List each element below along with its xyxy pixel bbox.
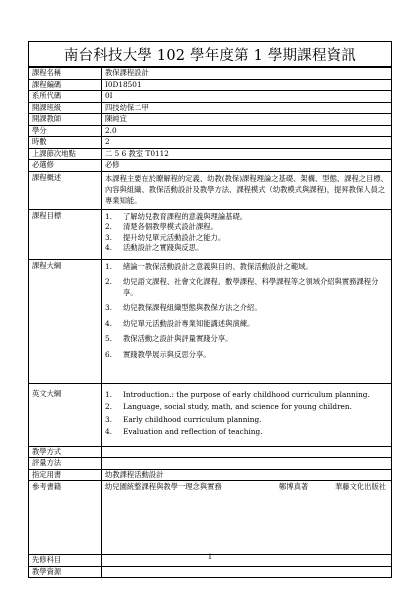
reference-title: 幼兒園統整課程與教學一理念與實務 xyxy=(105,482,222,491)
objectives-list xyxy=(105,212,388,254)
english-outline-label: 英文大綱 xyxy=(29,383,102,446)
dept-code-label: 系所代碼 xyxy=(29,91,102,103)
page-number: 1 xyxy=(207,553,213,561)
credits-label: 學分 xyxy=(29,125,102,137)
list-item xyxy=(105,303,388,314)
item-text: Early childhood curriculum planning. xyxy=(123,414,262,424)
hours-label: 時數 xyxy=(29,137,102,149)
item-text: 緒論一教保活動設計之意義與目的、教保活動設計之範域。 xyxy=(123,261,313,271)
required-textbook-value: 幼教課程活動設計 xyxy=(102,469,392,481)
item-number: 2. xyxy=(105,402,112,411)
required-value: 必修 xyxy=(102,160,392,172)
item-number: 2. xyxy=(105,277,112,286)
teaching-method-value xyxy=(102,446,392,458)
row-required xyxy=(29,160,392,172)
teacher-label: 開課教師 xyxy=(29,114,102,126)
list-item xyxy=(105,390,388,401)
item-text: Introduction.: the purpose of early childhood curriculum planning. xyxy=(123,389,370,399)
item-text: 教保活動之設計與評量實踐分享。 xyxy=(123,334,233,343)
row-credits xyxy=(29,125,392,137)
references-label: 參考書籍 xyxy=(29,481,102,555)
item-text: 實踐教學展示與反思分享。 xyxy=(123,349,211,359)
required-label: 必選修 xyxy=(29,160,102,172)
row-resources xyxy=(29,566,392,578)
class-value: 四技幼保二甲 xyxy=(102,102,392,114)
objectives-list-cell xyxy=(102,209,392,259)
outline-list xyxy=(105,262,388,361)
teacher-value: 陳純宜 xyxy=(102,114,392,126)
schedule-value: 二 5 6 教室 T0112 xyxy=(102,148,392,160)
outline-list-cell xyxy=(102,259,392,383)
item-text: 了解幼兒教育課程的意義與理論基礎。 xyxy=(123,211,248,221)
row-required-textbook xyxy=(29,469,392,481)
english-outline-list xyxy=(105,390,388,438)
row-course-name xyxy=(29,68,392,80)
overview-value xyxy=(102,171,392,209)
resources-value xyxy=(102,566,392,578)
item-number: 1. xyxy=(105,211,112,221)
teaching-method-label: 教學方式 xyxy=(29,446,102,458)
list-item xyxy=(105,427,388,438)
item-number: 1. xyxy=(105,261,112,271)
class-label: 開課班級 xyxy=(29,102,102,114)
hours-value: 2 xyxy=(102,137,392,149)
objectives-label: 課程目標 xyxy=(29,209,102,259)
row-teacher xyxy=(29,114,392,126)
item-text: 活動設計之實踐與反思。 xyxy=(123,243,204,252)
row-schedule xyxy=(29,148,392,160)
item-number: 3. xyxy=(105,303,112,312)
list-item xyxy=(105,350,388,361)
list-item xyxy=(105,212,388,223)
row-overview xyxy=(29,171,392,209)
page-title: 南台科技大學 102 學年度第 1 學期課程資訊 xyxy=(28,41,392,67)
list-item xyxy=(105,243,388,254)
item-text: 幼兒教保課程組織型態與教保方法之介紹。 xyxy=(123,303,262,312)
list-item xyxy=(105,415,388,426)
references-value xyxy=(102,481,392,555)
list-item xyxy=(105,402,388,413)
assessment-value xyxy=(102,458,392,470)
item-number: 3. xyxy=(105,232,112,242)
reference-book xyxy=(105,481,388,491)
row-dept-code xyxy=(29,91,392,103)
item-number: 1. xyxy=(105,389,112,399)
english-outline-list-cell xyxy=(102,383,392,446)
dept-code-value: 0I xyxy=(102,91,392,103)
course-name-label: 課程名稱 xyxy=(29,68,102,80)
row-teaching-method xyxy=(29,446,392,458)
overview-label: 課程概述 xyxy=(29,171,102,209)
list-item xyxy=(105,319,388,330)
overview-text: 本課程主要在於瞭解程的定義、幼教(教保)課程理論之基礎、架構、型態、課程之目標、內容與組織、教保活動設計及教學方法、課程模式（幼教模式與課程)，提昇教保人員之專業知能。 xyxy=(105,173,388,205)
resources-label: 教學資源 xyxy=(29,566,102,578)
required-textbook-label: 指定用書 xyxy=(29,469,102,481)
item-number: 4. xyxy=(105,427,112,436)
course-code-label: 課程編碼 xyxy=(29,79,102,91)
row-english-outline xyxy=(29,383,392,446)
item-text: Evaluation and reflection of teaching. xyxy=(123,427,263,436)
item-number: 4. xyxy=(105,318,112,328)
item-text: Language, social study, math, and science for young children. xyxy=(123,402,352,411)
item-number: 6. xyxy=(105,349,112,359)
list-item xyxy=(105,233,388,244)
item-number: 3. xyxy=(105,414,112,424)
item-text: 幼兒單元活動設計專業知能講述與演練。 xyxy=(123,318,255,328)
row-objectives xyxy=(29,209,392,259)
reference-publisher: 華藤文化出版社 xyxy=(335,482,387,491)
row-hours xyxy=(29,137,392,149)
outline-label: 課程大綱 xyxy=(29,259,102,383)
item-text: 清楚各個教學模式設計課程。 xyxy=(123,222,218,231)
reference-author: 鄭博真著 xyxy=(279,482,309,491)
list-item xyxy=(105,262,388,273)
assessment-label: 評量方法 xyxy=(29,458,102,470)
list-item xyxy=(105,277,388,298)
item-text: 提升幼兒單元活動設計之能力。 xyxy=(123,232,226,242)
item-number: 2. xyxy=(105,222,112,231)
item-text: 幼兒語文課程、社會文化課程、數學課程、科學課程等之領域介紹與實務課程分享。 xyxy=(123,277,379,297)
item-number: 4. xyxy=(105,243,112,252)
course-info-table xyxy=(28,67,392,578)
row-course-code xyxy=(29,79,392,91)
course-name-value: 教保課程設計 xyxy=(102,68,392,80)
row-assessment xyxy=(29,458,392,470)
row-references xyxy=(29,481,392,555)
item-number: 5. xyxy=(105,334,112,343)
row-class xyxy=(29,102,392,114)
prerequisite-label: 先修科目 xyxy=(29,555,102,567)
list-item xyxy=(105,222,388,233)
schedule-label: 上課節次地點 xyxy=(29,148,102,160)
credits-value: 2.0 xyxy=(102,125,392,137)
course-code-value: I0D18501 xyxy=(102,79,392,91)
list-item xyxy=(105,334,388,345)
row-outline xyxy=(29,259,392,383)
